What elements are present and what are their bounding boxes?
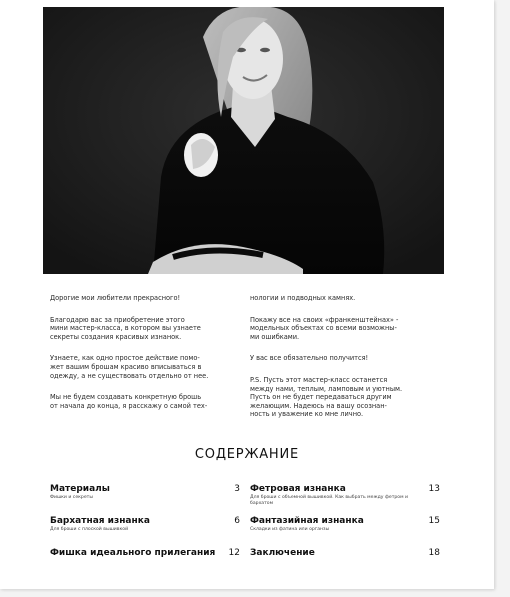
- toc-item-materials[interactable]: [50, 484, 240, 516]
- toc-item-name: Бархатная изнанка: [50, 516, 150, 526]
- toc-item-conclusion[interactable]: [250, 548, 440, 580]
- intro-paragraph: У вас все обязательно получится!: [250, 354, 369, 363]
- toc-item-velvet-back[interactable]: [50, 516, 240, 548]
- intro-column-right: [250, 294, 440, 432]
- intro-paragraph: P.S. Пусть этот мастер-класс останется между нами, теплым, ламповым и уютным. Пусть он не будет передаваться другим желающим. Надеюсь на вашу осознан- ность и уважение ко мне лично.: [250, 375, 403, 419]
- toc-item-subtitle: Для броши с плоской вышивкой: [50, 527, 129, 532]
- intro-paragraph: Благодарю вас за приобретение этого мини мастер-класса, в котором вы узнаете секреты создания красивых изнанок.: [50, 315, 201, 341]
- portrait-image: [43, 7, 444, 274]
- intro-paragraph: Узнаете, как одно простое действие помо- жет вашим брошам красиво вписываться в одежду, а не существовать отдельно от нее.: [50, 354, 209, 380]
- intro-paragraph: нологии и подводных камнях.: [250, 294, 356, 302]
- intro-paragraph: Мы не будем создавать конкретную брошь от начала до конца, я расскажу о самой тех-: [50, 393, 208, 410]
- toc-page-number: 12: [228, 548, 240, 558]
- toc-item-perfect-fit[interactable]: [50, 548, 240, 580]
- toc-item-subtitle: Для броши с объемной вышивкой. Как выбрать между фетром и бархатом: [250, 495, 409, 506]
- toc-item-name: Материалы: [50, 484, 110, 494]
- toc-item-name: Фишка идеального прилегания: [50, 548, 216, 558]
- intro-column-left: [50, 294, 240, 423]
- intro-paragraph: Дорогие мои любители прекрасного!: [50, 294, 181, 302]
- toc-page-number: 3: [234, 484, 240, 494]
- toc-page-number: 15: [428, 516, 440, 526]
- toc-column-right: [250, 484, 440, 580]
- toc-item-name: Фетровая изнанка: [250, 484, 346, 494]
- toc-item-name: Фантазийная изнанка: [250, 516, 364, 526]
- intro-paragraph: Покажу все на своих «франкенштейнах» - модельных объектах со всеми возможны- ми ошибками.: [250, 315, 399, 341]
- toc-column-left: [50, 484, 240, 580]
- toc-page-number: 13: [428, 484, 440, 494]
- toc-item-name: Заключение: [250, 548, 315, 558]
- toc-item-subtitle: Фишки и секреты: [50, 495, 93, 500]
- toc-page-number: 6: [234, 516, 240, 526]
- toc-item-felt-back[interactable]: [250, 484, 440, 516]
- toc-heading: СОДЕРЖАНИЕ: [194, 447, 300, 462]
- portrait-photo: [43, 7, 444, 274]
- toc-item-fantasy-back[interactable]: [250, 516, 440, 548]
- toc-page-number: 18: [428, 548, 440, 558]
- toc-item-subtitle: Складки из фатина или органзы: [250, 527, 330, 532]
